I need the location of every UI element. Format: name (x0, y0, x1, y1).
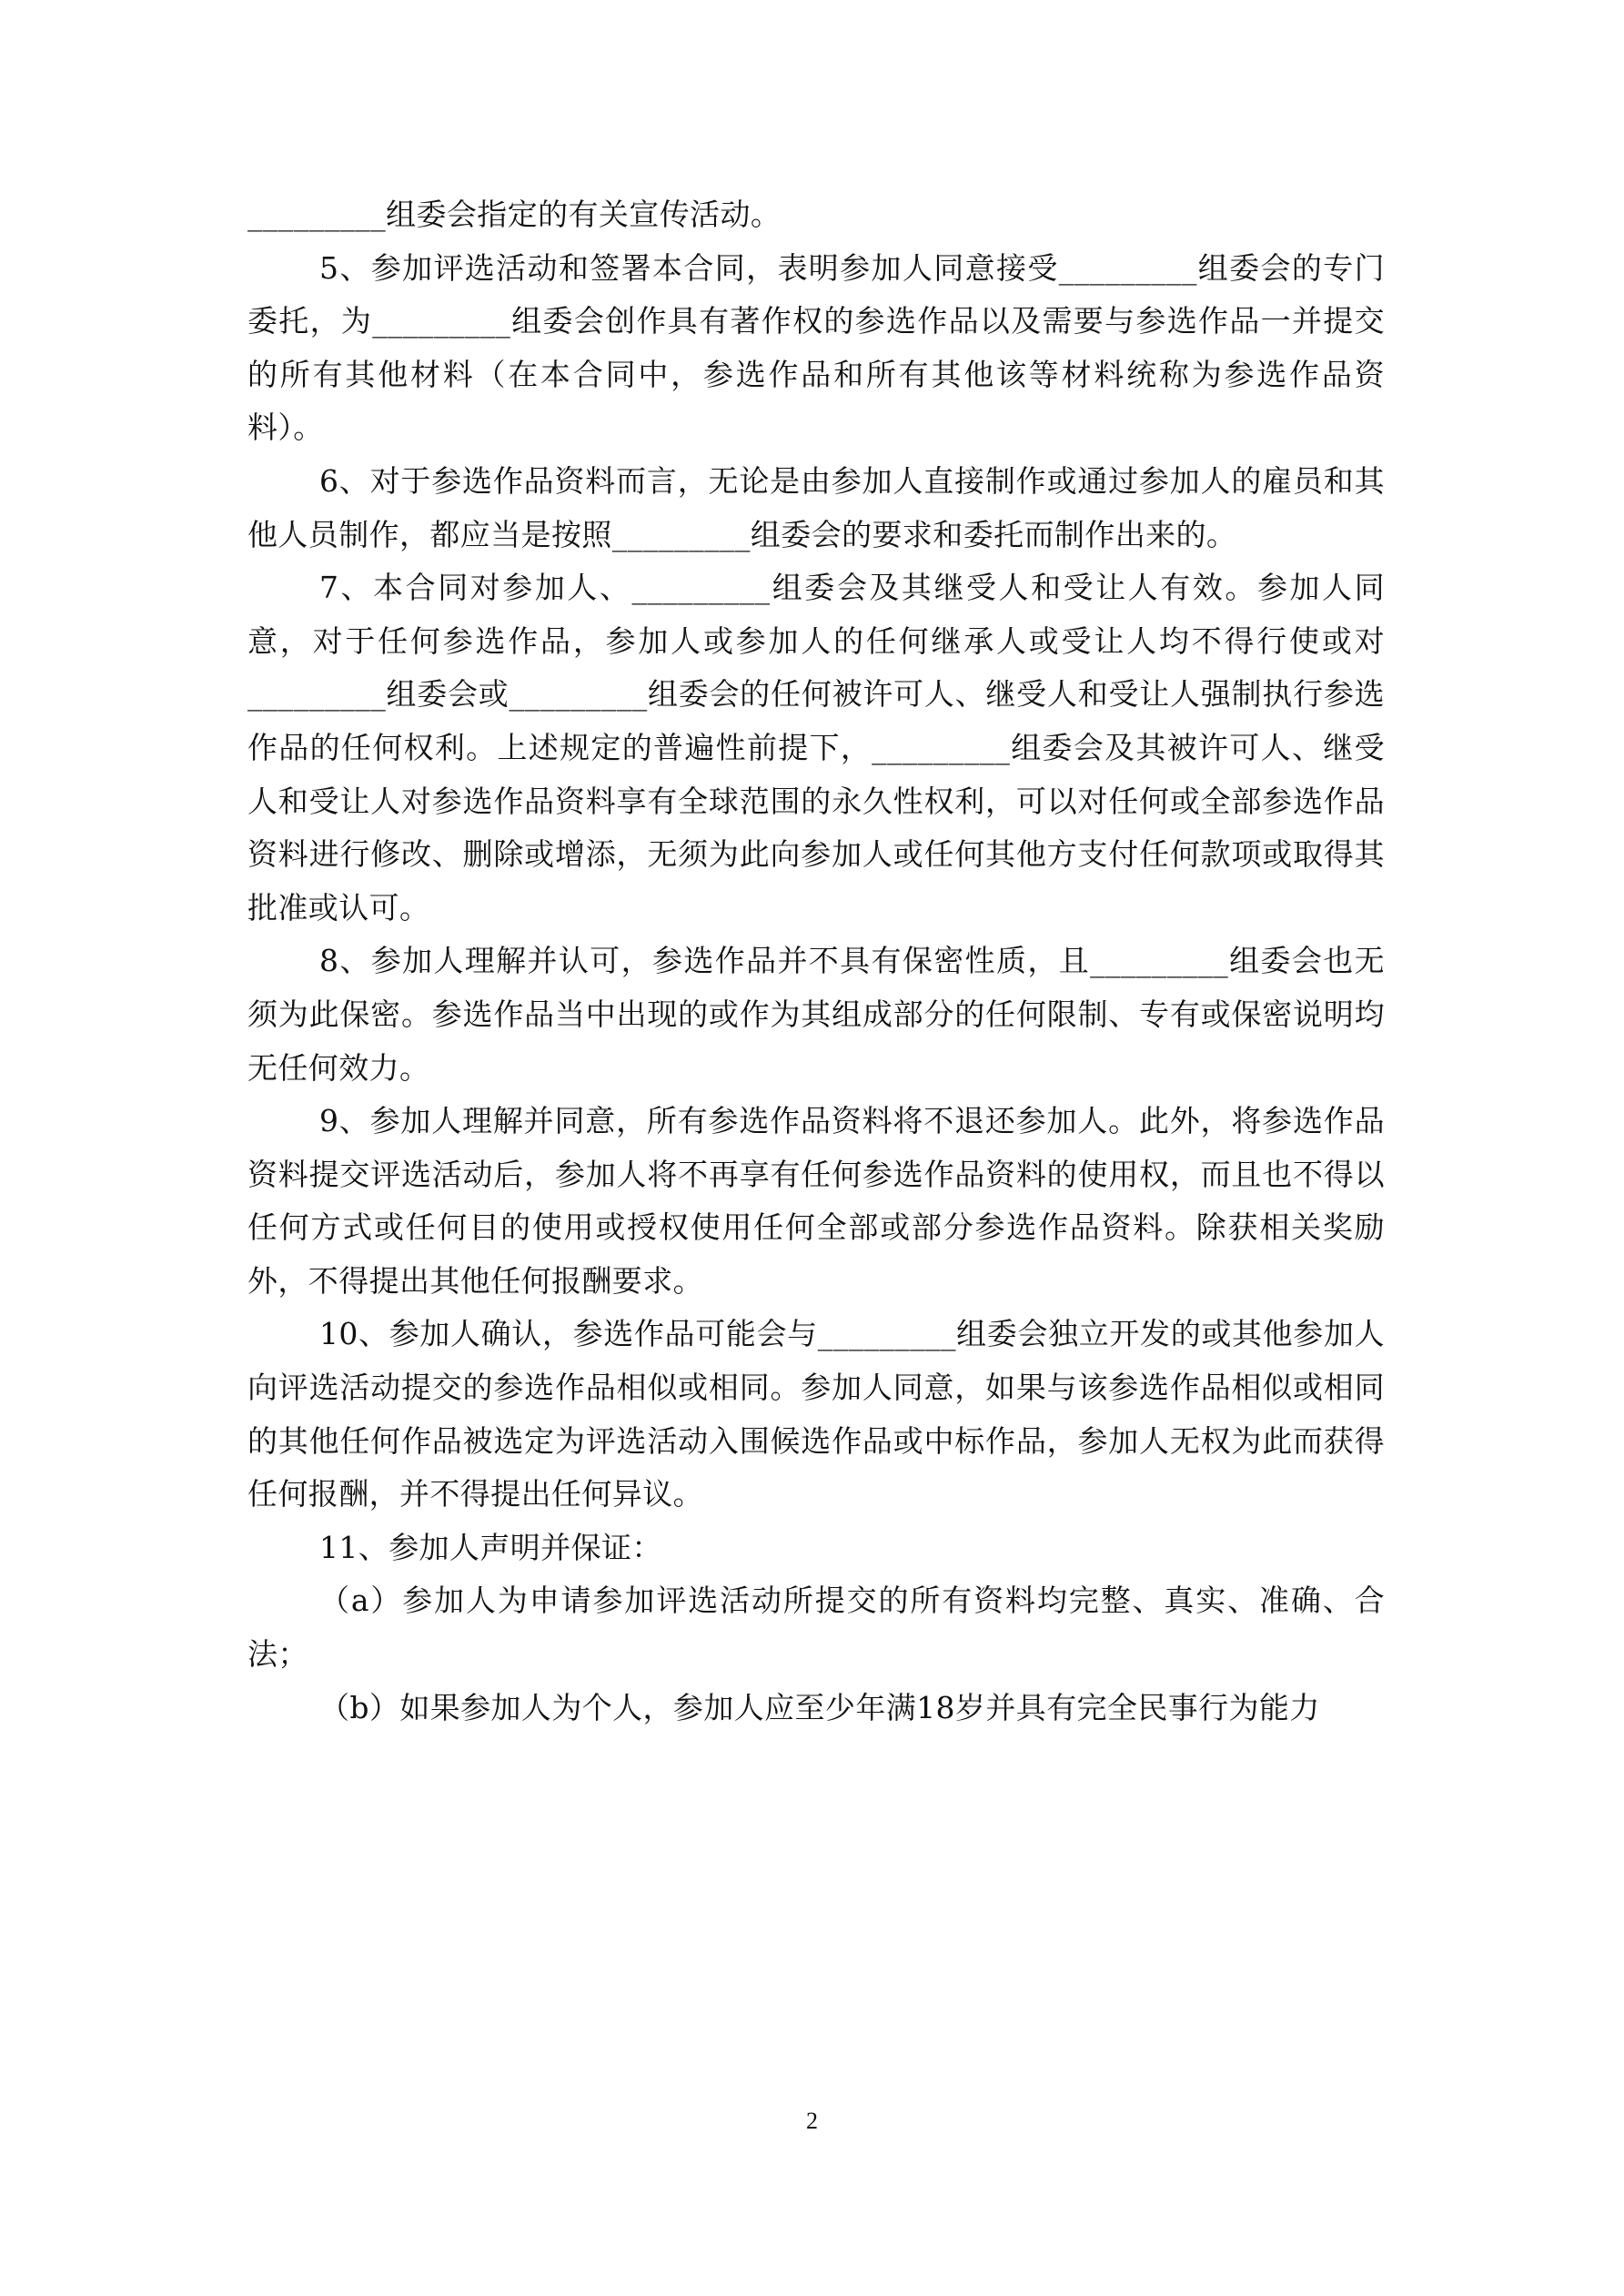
paragraph-clause-8: 8、参加人理解并认可，参选作品并不具有保密性质，且_________组委会也无须为此保密。参选作品当中出现的或作为其组成部分的任何限制、专有或保密说明均无任何效力。 (247, 943, 1385, 1086)
paragraph-clause-6: 6、对于参选作品资料而言，无论是由参加人直接制作或通过参加人的雇员和其他人员制作，都应当是按照_________组委会的要求和委托而制作出来的。 (247, 462, 1385, 552)
page-number: 2 (806, 2108, 818, 2134)
paragraph-clause-9: 9、参加人理解并同意，所有参选作品资料将不退还参加人。此外，将参选作品资料提交评选活动后，参加人将不再享有任何参选作品资料的使用权，而且也不得以任何方式或任何目的使用或授权使用任何全部或部分参选作品资料。除获相关奖励外，不得提出其他任何报酬要求。 (247, 1103, 1385, 1299)
paragraph-clause-7: 7、本合同对参加人、_________组委会及其继受人和受让人有效。参加人同意，对于任何参选作品，参加人或参加人的任何继承人或受让人均不得行使或对_________组委会或_________组委会的任何被许可人、继受人和受让人强制执行参选作品的任何权利。上述规定的普遍性前提下，_________组委会及其被许可人、继受人和受让人对参选作品资料享有全球范围的永久性权利，可以对任何或全部参选作品资料进行修改、删除或增添，无须为此向参加人或任何其他方支付任何款项或取得其批准或认可。 (247, 570, 1385, 925)
paragraph-continuation: _________组委会指定的有关宣传活动。 (247, 197, 782, 232)
paragraph-clause-11: 11、参加人声明并保证： (319, 1529, 662, 1565)
document-body (247, 188, 1385, 1735)
paragraph-clause-5: 5、参加评选活动和签署本合同，表明参加人同意接受_________组委会的专门委托，为_________组委会创作具有著作权的参选作品以及需要与参选作品一并提交的所有其他材料（在本合同中，参选作品和所有其他该等材料统称为参选作品资料）。 (247, 249, 1385, 446)
paragraph-item-b: （b）如果参加人为个人，参加人应至少年满18岁并具有完全民事行为能力 (319, 1689, 1320, 1725)
paragraph-item-a: （a）参加人为申请参加评选活动所提交的所有资料均完整、真实、准确、合法； (247, 1583, 1385, 1673)
paragraph-clause-10: 10、参加人确认，参选作品可能会与_________组委会独立开发的或其他参加人向评选活动提交的参选作品相似或相同。参加人同意，如果与该参选作品相似或相同的其他任何作品被选定为评选活动入围候选作品或中标作品，参加人无权为此而获得任何报酬，并不得提出任何异议。 (247, 1316, 1385, 1512)
